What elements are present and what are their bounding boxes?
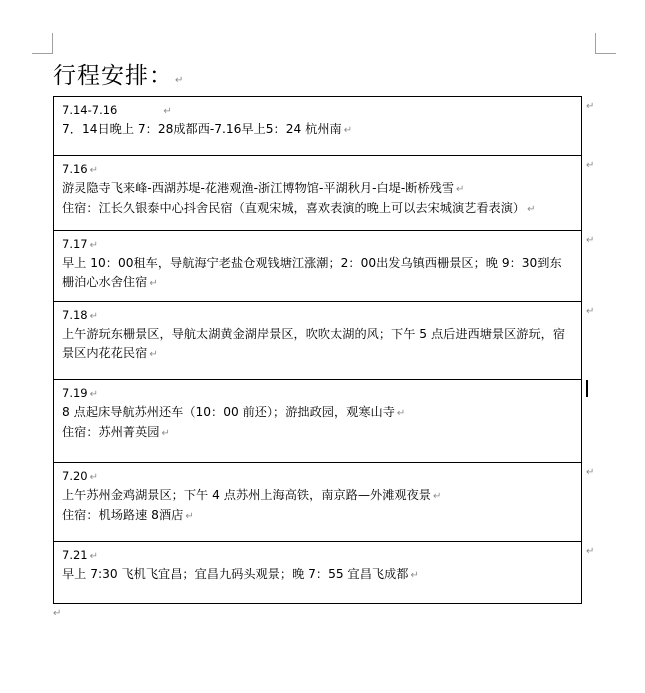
paragraph-mark-icon: ↵ xyxy=(343,125,353,136)
row-text: 住宿：苏州菁英园 ↵ xyxy=(62,425,170,439)
row-text: 8 点起床导航苏州还车（10：00 前还）；游拙政园，观寒山寺 ↵ xyxy=(62,405,406,419)
paragraph-mark-icon: ↵ xyxy=(456,184,465,195)
row-end-mark-icon: ↵ xyxy=(586,101,595,112)
margin-corner-top-left xyxy=(32,33,53,54)
row-date: 7.16 ↵ xyxy=(62,162,98,176)
paragraph-mark-icon: ↵ xyxy=(149,349,158,360)
table-row xyxy=(54,302,582,380)
row-date: 7.20 ↵ xyxy=(62,469,98,483)
paragraph-mark-icon: ↵ xyxy=(527,204,536,215)
row-end-mark-icon: ↵ xyxy=(586,235,595,246)
paragraph-mark-icon: ↵ xyxy=(161,428,170,439)
itinerary-table[interactable] xyxy=(53,96,582,604)
paragraph-mark-icon: ↵ xyxy=(53,608,62,619)
paragraph-mark-icon: ↵ xyxy=(149,278,158,289)
document-title[interactable] xyxy=(53,60,184,97)
paragraph-mark-icon: ↵ xyxy=(396,408,406,419)
row-text: 上午苏州金鸡湖景区；下午 4 点苏州上海高铁，南京路—外滩观夜景 ↵ xyxy=(62,488,442,502)
text-cursor xyxy=(586,380,588,397)
paragraph-mark-icon: ↵ xyxy=(89,311,98,322)
paragraph-mark-icon: ↵ xyxy=(89,472,98,483)
paragraph-mark-icon: ↵ xyxy=(89,389,98,400)
document-title-text: 行程安排： xyxy=(53,63,173,89)
paragraph-mark-icon: ↵ xyxy=(432,491,442,502)
row-date: 7.18 ↵ xyxy=(62,308,98,322)
table-cell[interactable] xyxy=(54,97,582,156)
row-date: 7.21 ↵ xyxy=(62,548,98,562)
paragraph-mark-icon: ↵ xyxy=(410,570,419,581)
row-text: 住宿：江长久银泰中心抖舍民宿（直观宋城，喜欢表演的晚上可以去宋城演艺看表演） ↵ xyxy=(62,201,536,215)
row-text: 早上 10：00租车，导航海宁老盐仓观钱塘江涨潮；2：00出发乌镇西栅景区；晚 9：30到东栅泊心水舍住宿 ↵ xyxy=(62,256,562,289)
margin-corner-top-right xyxy=(595,33,616,54)
row-text: 住宿：机场路速 8酒店 ↵ xyxy=(62,508,194,522)
table-cell[interactable] xyxy=(54,463,582,542)
table-row xyxy=(54,463,582,542)
row-end-mark-icon: ↵ xyxy=(586,306,595,317)
table-cell[interactable] xyxy=(54,542,582,604)
table-row xyxy=(54,380,582,463)
table-cell[interactable] xyxy=(54,156,582,231)
row-text: 早上 7:30 飞机飞宜昌；宜昌九码头观景；晚 7：55 宜昌飞成都 ↵ xyxy=(62,567,419,581)
paragraph-mark-icon: ↵ xyxy=(175,75,185,86)
table-row xyxy=(54,156,582,231)
paragraph-mark-icon: ↵ xyxy=(89,165,98,176)
row-end-mark-icon: ↵ xyxy=(586,160,595,171)
row-end-mark-icon: ↵ xyxy=(586,467,595,478)
paragraph-mark-icon: ↵ xyxy=(163,106,172,117)
paragraph-mark-icon: ↵ xyxy=(89,240,98,251)
row-date: 7.19 ↵ xyxy=(62,386,98,400)
paragraph-mark-icon: ↵ xyxy=(185,511,194,522)
row-text: 7．14日晚上 7：28成都西-7.16早上5：24 杭州南 ↵ xyxy=(62,122,353,136)
table-cell[interactable] xyxy=(54,231,582,302)
table-row xyxy=(54,97,582,156)
table-row xyxy=(54,542,582,604)
row-end-mark-icon: ↵ xyxy=(586,546,595,557)
row-date: 7.17 ↵ xyxy=(62,237,98,251)
row-text: 上午游玩东栅景区，导航太湖黄金湖岸景区，吹吹太湖的风；下午 5 点后进西塘景区游玩，宿景区内花花民宿 ↵ xyxy=(62,327,566,360)
row-date: 7.14-7.16 ↵ xyxy=(62,103,172,117)
table-row xyxy=(54,231,582,302)
paragraph-mark-icon: ↵ xyxy=(89,551,98,562)
table-cell[interactable] xyxy=(54,302,582,380)
table-cell[interactable] xyxy=(54,380,582,463)
row-text: 游灵隐寺飞来峰-西湖苏堤-花港观渔-浙江博物馆-平湖秋月-白堤-断桥残雪 ↵ xyxy=(62,181,465,195)
